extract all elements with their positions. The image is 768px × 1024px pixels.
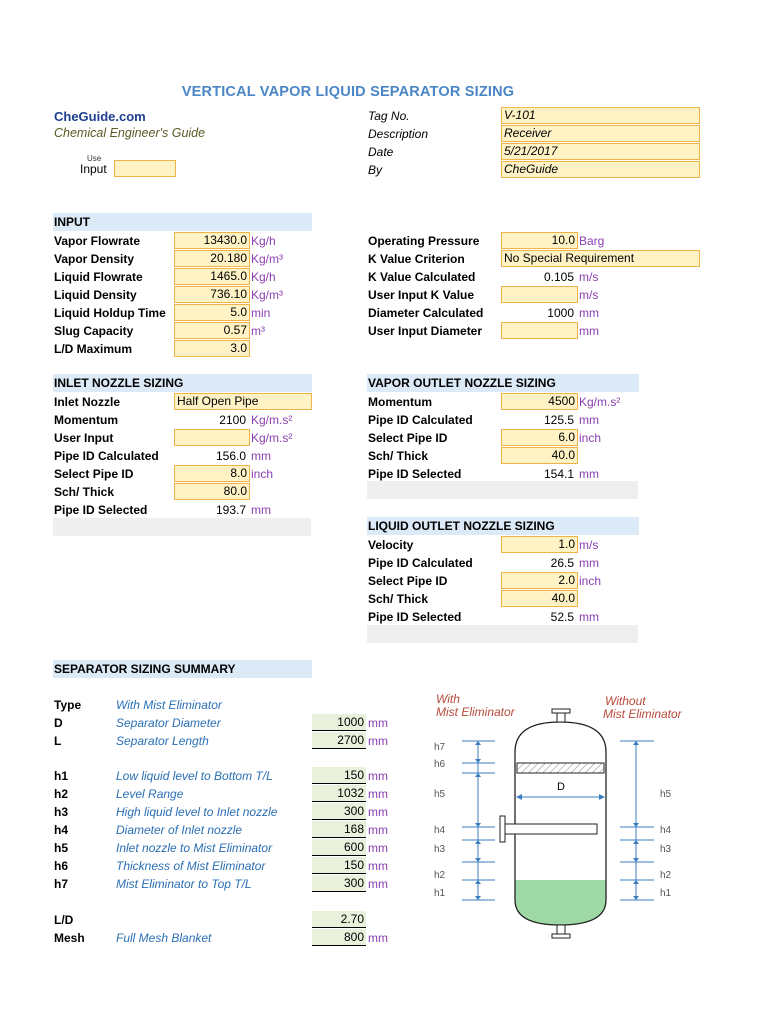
unit-label: mm	[579, 413, 599, 427]
input-field[interactable]: 736.10	[174, 286, 250, 303]
mesh-label: Mesh	[54, 931, 85, 945]
row-label: Pipe ID Selected	[368, 467, 462, 481]
calculated-value: 52.5	[550, 610, 574, 624]
row-label: Slug Capacity	[54, 324, 134, 338]
summary-symbol: h6	[54, 859, 69, 873]
row-label: K Value Criterion	[368, 252, 465, 266]
dim-label-h6: h6	[434, 759, 446, 770]
inlet-pipe	[505, 824, 597, 834]
header-info-value[interactable]: CheGuide	[501, 161, 700, 178]
row-label: Operating Pressure	[368, 234, 480, 248]
input-field[interactable]: 4500	[501, 393, 578, 410]
dim-label-right-h5: h5	[660, 789, 672, 800]
header-info-value[interactable]: Receiver	[501, 125, 700, 142]
calculated-value: 2100	[219, 413, 246, 427]
summary-symbol: D	[54, 716, 63, 730]
unit-label: inch	[579, 574, 602, 588]
legend-label: Input	[80, 162, 107, 176]
inlet-flange	[500, 816, 505, 842]
brand-subtitle: Chemical Engineer's Guide	[54, 126, 206, 140]
summary-description: Inlet nozzle to Mist Eliminator	[116, 841, 273, 855]
dim-label-h3: h3	[434, 844, 446, 855]
unit-label: Kg/m.s²	[251, 413, 293, 427]
vapor-outlet-heading: VAPOR OUTLET NOZZLE SIZING	[367, 374, 639, 392]
k-criterion-select[interactable]: No Special Requirement	[501, 250, 700, 267]
input-field[interactable]: 2.0	[501, 572, 578, 589]
unit-label: Kg/m.s²	[251, 431, 293, 445]
calculated-value: 156.0	[215, 449, 246, 463]
calculated-value: 0.105	[543, 270, 574, 284]
input-field[interactable]: 20.180	[174, 250, 250, 267]
calculated-value: 193.7	[215, 503, 246, 517]
row-label: Pipe ID Calculated	[54, 449, 159, 463]
summary-value: 1000	[312, 714, 366, 731]
input-field[interactable]: 80.0	[174, 483, 250, 500]
with-label-1: With	[436, 692, 460, 706]
summary-value: 1032	[312, 785, 366, 802]
input-field[interactable]: 40.0	[501, 590, 578, 607]
separator-diagram	[420, 700, 710, 950]
summary-symbol: h1	[54, 769, 69, 783]
dim-label-h4: h4	[434, 825, 446, 836]
summary-description: Level Range	[116, 787, 184, 801]
summary-symbol: L	[54, 734, 62, 748]
row-label: Sch/ Thick	[368, 449, 429, 463]
summary-unit: mm	[368, 734, 388, 748]
row-label: Liquid Density	[54, 288, 137, 302]
unit-label: Barg	[579, 234, 605, 248]
summary-unit: mm	[368, 769, 388, 783]
dim-label-right-h3: h3	[660, 844, 672, 855]
dim-label-right-h1: h1	[660, 888, 672, 899]
summary-value: 300	[312, 875, 366, 892]
calculated-value: 125.5	[543, 413, 574, 427]
unit-label: inch	[579, 431, 602, 445]
ld-label: L/D	[54, 913, 74, 927]
row-label: Pipe ID Calculated	[368, 413, 473, 427]
inlet-heading: INLET NOZZLE SIZING	[53, 374, 312, 392]
summary-description: Separator Diameter	[116, 716, 221, 730]
row-label: Velocity	[368, 538, 414, 552]
header-info-value[interactable]: 5/21/2017	[501, 143, 700, 160]
unit-label: m/s	[579, 538, 599, 552]
summary-symbol: h2	[54, 787, 69, 801]
liquid-gray-row	[367, 625, 638, 643]
header-info-label: By	[368, 163, 383, 177]
summary-unit: mm	[368, 859, 388, 873]
row-label: Inlet Nozzle	[54, 395, 121, 409]
header-info-value[interactable]: V-101	[501, 107, 700, 124]
without-label-2: Mist Eliminator	[603, 707, 682, 721]
liquid-fill	[515, 880, 606, 925]
dim-label-h2: h2	[434, 870, 446, 881]
summary-unit: mm	[368, 787, 388, 801]
summary-description: Thickness of Mist Eliminator	[116, 859, 266, 873]
mesh-desc: Full Mesh Blanket	[116, 931, 212, 945]
input-field[interactable]: 3.0	[174, 340, 250, 357]
row-label: Sch/ Thick	[368, 592, 429, 606]
input-field[interactable]: 5.0	[174, 304, 250, 321]
input-field[interactable]: 13430.0	[174, 232, 250, 249]
summary-heading: SEPARATOR SIZING SUMMARY	[53, 660, 312, 678]
type-value: With Mist Eliminator	[116, 698, 222, 712]
row-label: Momentum	[368, 395, 432, 409]
summary-value: 168	[312, 821, 366, 838]
calculated-value: 1000	[547, 306, 574, 320]
summary-unit: mm	[368, 823, 388, 837]
summary-description: Low liquid level to Bottom T/L	[116, 769, 273, 783]
dim-label-h1: h1	[434, 888, 446, 899]
row-label: User Input K Value	[368, 288, 475, 302]
row-label: Sch/ Thick	[54, 485, 115, 499]
row-label: Vapor Flowrate	[54, 234, 141, 248]
summary-description: Separator Length	[116, 734, 209, 748]
input-field[interactable]	[174, 429, 250, 446]
mist-eliminator	[517, 763, 604, 773]
liquid-outlet-heading: LIQUID OUTLET NOZZLE SIZING	[367, 517, 639, 535]
summary-unit: mm	[368, 841, 388, 855]
unit-label: mm	[579, 556, 599, 570]
calculated-value: 154.1	[543, 467, 574, 481]
unit-label: mm	[579, 467, 599, 481]
unit-label: m/s	[579, 270, 599, 284]
input-field[interactable]: 0.57	[174, 322, 250, 339]
header-info-label: Description	[368, 127, 429, 141]
input-field[interactable]	[501, 286, 578, 303]
unit-label: mm	[579, 306, 599, 320]
summary-value: 600	[312, 839, 366, 856]
inlet-gray-row	[53, 518, 311, 536]
input-heading: INPUT	[53, 213, 312, 231]
unit-label: mm	[251, 449, 271, 463]
brand-name[interactable]: CheGuide.com	[54, 109, 146, 124]
without-label-1: Without	[605, 694, 646, 708]
summary-description: Mist Eliminator to Top T/L	[116, 877, 252, 891]
mesh-value: 800	[312, 929, 366, 946]
row-label: Liquid Holdup Time	[54, 306, 166, 320]
header-info-label: Date	[368, 145, 394, 159]
top-flange	[552, 709, 570, 713]
row-label: Select Pipe ID	[54, 467, 134, 481]
summary-value: 300	[312, 803, 366, 820]
summary-symbol: h3	[54, 805, 69, 819]
input-field[interactable]	[501, 322, 578, 339]
left-dimension-labels	[434, 742, 446, 899]
unit-label: mm	[579, 324, 599, 338]
ld-value: 2.70	[312, 911, 366, 928]
diameter-label: D	[557, 781, 565, 793]
input-field[interactable]: 1.0	[501, 536, 578, 553]
clipped-text: Use	[87, 154, 102, 163]
type-label: Type	[54, 698, 82, 712]
summary-unit: mm	[368, 805, 388, 819]
row-label: User Input	[54, 431, 114, 445]
row-label: User Input Diameter	[368, 324, 483, 338]
mesh-unit: mm	[368, 931, 388, 945]
row-label: Pipe ID Selected	[368, 610, 462, 624]
unit-label: Kg/h	[251, 234, 276, 248]
summary-value: 2700	[312, 732, 366, 749]
input-field[interactable]: 1465.0	[174, 268, 250, 285]
calculated-value: 26.5	[550, 556, 574, 570]
dim-label-right-h4: h4	[660, 825, 672, 836]
unit-label: inch	[251, 467, 274, 481]
unit-label: min	[251, 306, 271, 320]
summary-description: Diameter of Inlet nozzle	[116, 823, 243, 837]
summary-value: 150	[312, 857, 366, 874]
unit-label: Kg/m³	[251, 288, 284, 302]
row-label: Pipe ID Calculated	[368, 556, 473, 570]
input-field[interactable]: 8.0	[174, 465, 250, 482]
summary-symbol: h5	[54, 841, 69, 855]
row-label: K Value Calculated	[368, 270, 476, 284]
header-info-label: Tag No.	[368, 109, 410, 123]
unit-label: m/s	[579, 288, 599, 302]
unit-label: m³	[251, 324, 265, 338]
summary-symbol: h4	[54, 823, 69, 837]
unit-label: Kg/h	[251, 270, 276, 284]
inlet-nozzle-select[interactable]: Half Open Pipe	[174, 393, 312, 410]
dim-label-h5: h5	[434, 789, 446, 800]
unit-label: Kg/m³	[251, 252, 284, 266]
vapor-gray-row	[367, 481, 638, 499]
page-title: VERTICAL VAPOR LIQUID SEPARATOR SIZING	[181, 84, 515, 100]
dim-label-h7: h7	[434, 742, 446, 753]
dim-label-right-h2: h2	[660, 870, 672, 881]
row-label: Select Pipe ID	[368, 574, 448, 588]
summary-unit: mm	[368, 877, 388, 891]
summary-symbol: h7	[54, 877, 69, 891]
right-dimension-labels	[660, 789, 672, 899]
row-label: Diameter Calculated	[368, 306, 484, 320]
row-label: Select Pipe ID	[368, 431, 448, 445]
unit-label: mm	[251, 503, 271, 517]
summary-description: High liquid level to Inlet nozzle	[116, 805, 278, 819]
right-dimension-lines	[620, 741, 654, 900]
input-field[interactable]: 40.0	[501, 447, 578, 464]
unit-label: Kg/m.s²	[579, 395, 621, 409]
left-dimension-lines	[462, 741, 495, 900]
unit-label: mm	[579, 610, 599, 624]
summary-unit: mm	[368, 716, 388, 730]
row-label: Momentum	[54, 413, 118, 427]
row-label: Liquid Flowrate	[54, 270, 143, 284]
input-field[interactable]: 10.0	[501, 232, 578, 249]
with-label-2: Mist Eliminator	[436, 705, 515, 719]
legend-input-swatch	[114, 160, 176, 177]
row-label: Pipe ID Selected	[54, 503, 148, 517]
row-label: L/D Maximum	[54, 342, 133, 356]
bottom-flange	[552, 934, 570, 938]
row-label: Vapor Density	[54, 252, 135, 266]
input-field[interactable]: 6.0	[501, 429, 578, 446]
summary-value: 150	[312, 767, 366, 784]
